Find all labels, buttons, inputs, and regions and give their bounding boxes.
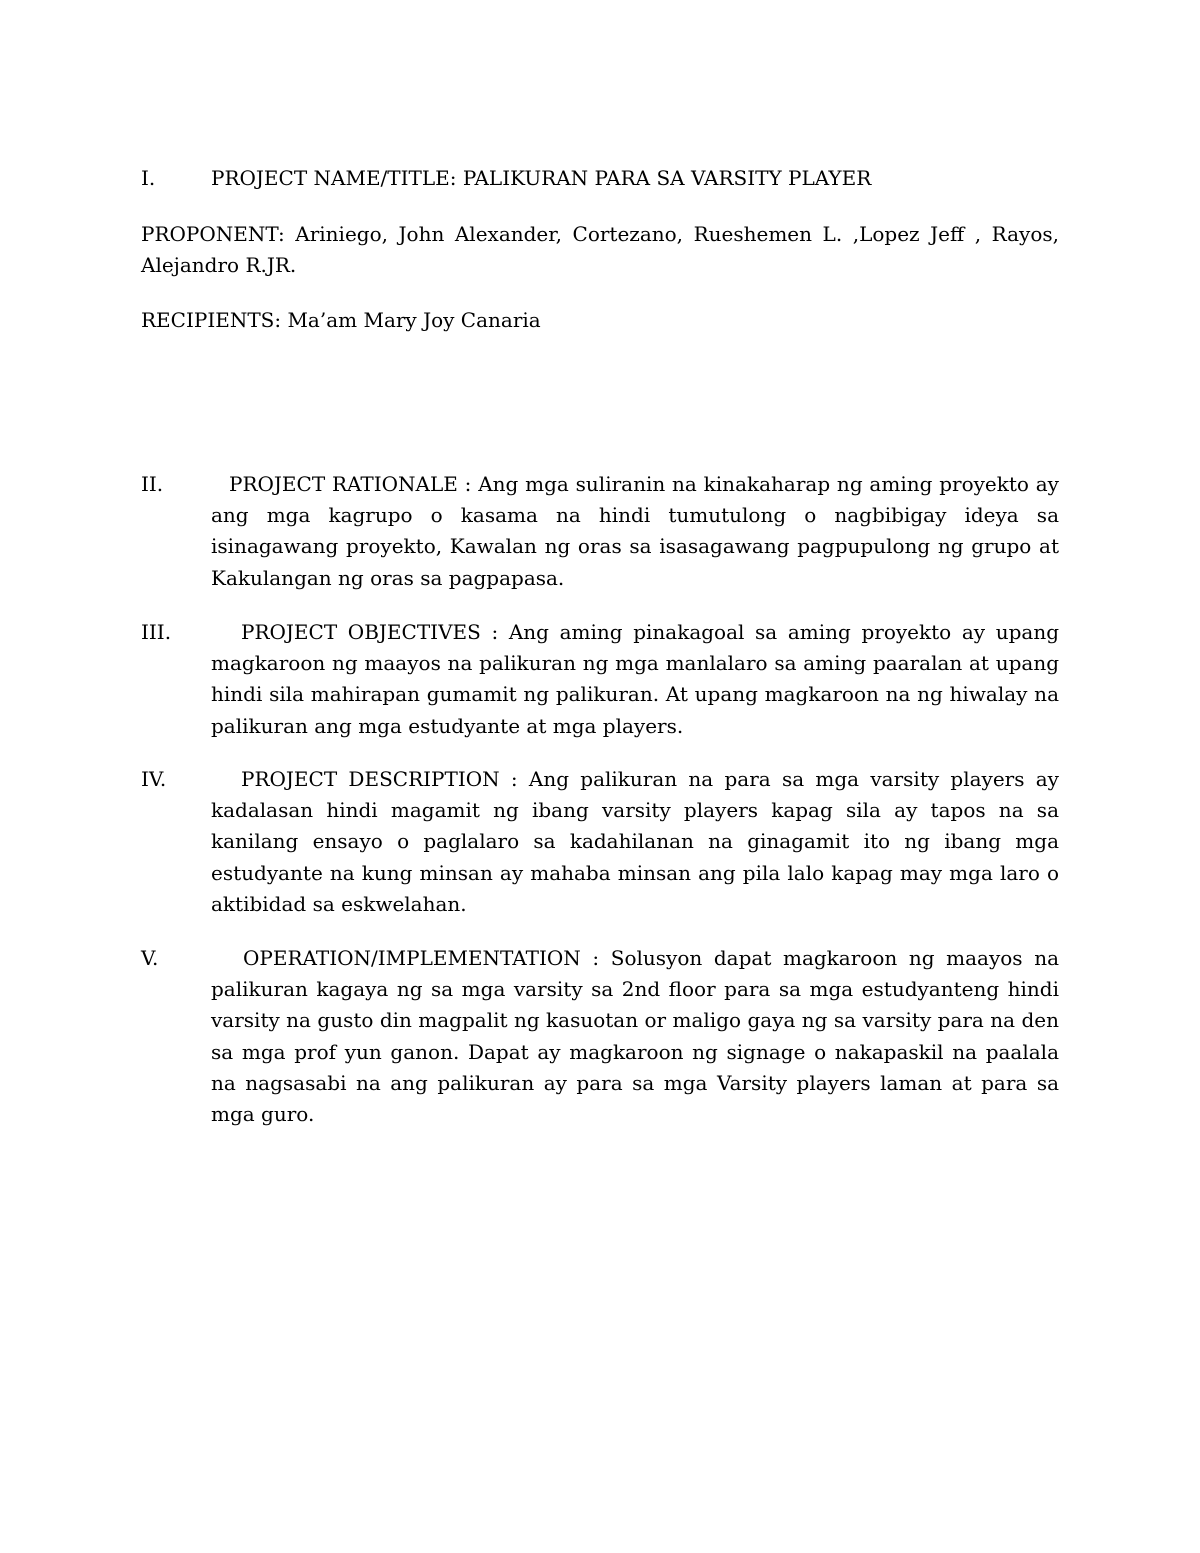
section-2-text: Ang mga suliranin na kinakaharap ng aming proyekto ay ang mga kagrupo o kasama na hindi tumutulong o nagbibigay ideya sa isinagawang proyekto, Kawalan ng oras sa isasagawang pagpupulong ng grupo at Kakulangan ng oras sa pagpapasa. [211, 472, 1059, 590]
section-4-text: Ang palikuran na para sa mga varsity players ay kadalasan hindi magamit ng ibang varsity players kapag sila ay tapos na sa kanilang ensayo o paglalaro sa kadahilanan na ginagamit ito ng ibang mga estudyante na kung minsan ay mahaba minsan ang pila lalo kapag may mga laro o aktibidad sa eskwelahan. [211, 767, 1059, 916]
section-4-paragraph [211, 764, 1059, 920]
recipients-line: RECIPIENTS: Ma’am Mary Joy Canaria [141, 308, 541, 332]
section-2-paragraph [211, 469, 1059, 594]
section-3-heading: PROJECT OBJECTIVES : [241, 620, 509, 644]
section-4-numeral: IV. [141, 767, 167, 791]
project-title: PROJECT NAME/TITLE: PALIKURAN PARA SA VARSITY PLAYER [211, 166, 872, 190]
section-5-numeral: V. [141, 946, 159, 970]
section-2-heading: PROJECT RATIONALE : [229, 472, 479, 496]
section-5-paragraph [211, 943, 1059, 1130]
section-3-text: Ang aming pinakagoal sa aming proyekto ay upang magkaroon ng maayos na palikuran ng mga manlalaro sa aming paaralan at upang hindi sila mahirapan gumamit ng palikuran. At upang magkaroon na ng hiwalay na palikuran ang mga estudyante at mga players. [211, 620, 1060, 738]
section-3-numeral: III. [141, 620, 172, 644]
section-1-numeral: I. [141, 166, 156, 190]
section-5-text: Solusyon dapat magkaroon ng maayos na palikuran kagaya ng sa mga varsity sa 2nd floor para sa mga estudyanteng hindi varsity na gusto din magpalit ng kasuotan or maligo gaya ng sa varsity para na den sa mga prof yun ganon. Dapat ay magkaroon ng signage o nakapaskil na paalala na nagsasabi na ang palikuran ay para sa mga Varsity players laman at para sa mga guro. [211, 946, 1059, 1127]
section-4-heading: PROJECT DESCRIPTION : [241, 767, 529, 791]
section-3-paragraph [211, 617, 1059, 742]
section-2-numeral: II. [141, 472, 164, 496]
section-5-heading: OPERATION/IMPLEMENTATION : [243, 946, 611, 970]
proponent-line: PROPONENT: Ariniego, John Alexander, Cortezano, Rueshemen L. ,Lopez Jeff , Rayos, Alejandro R.JR. [141, 222, 1059, 277]
